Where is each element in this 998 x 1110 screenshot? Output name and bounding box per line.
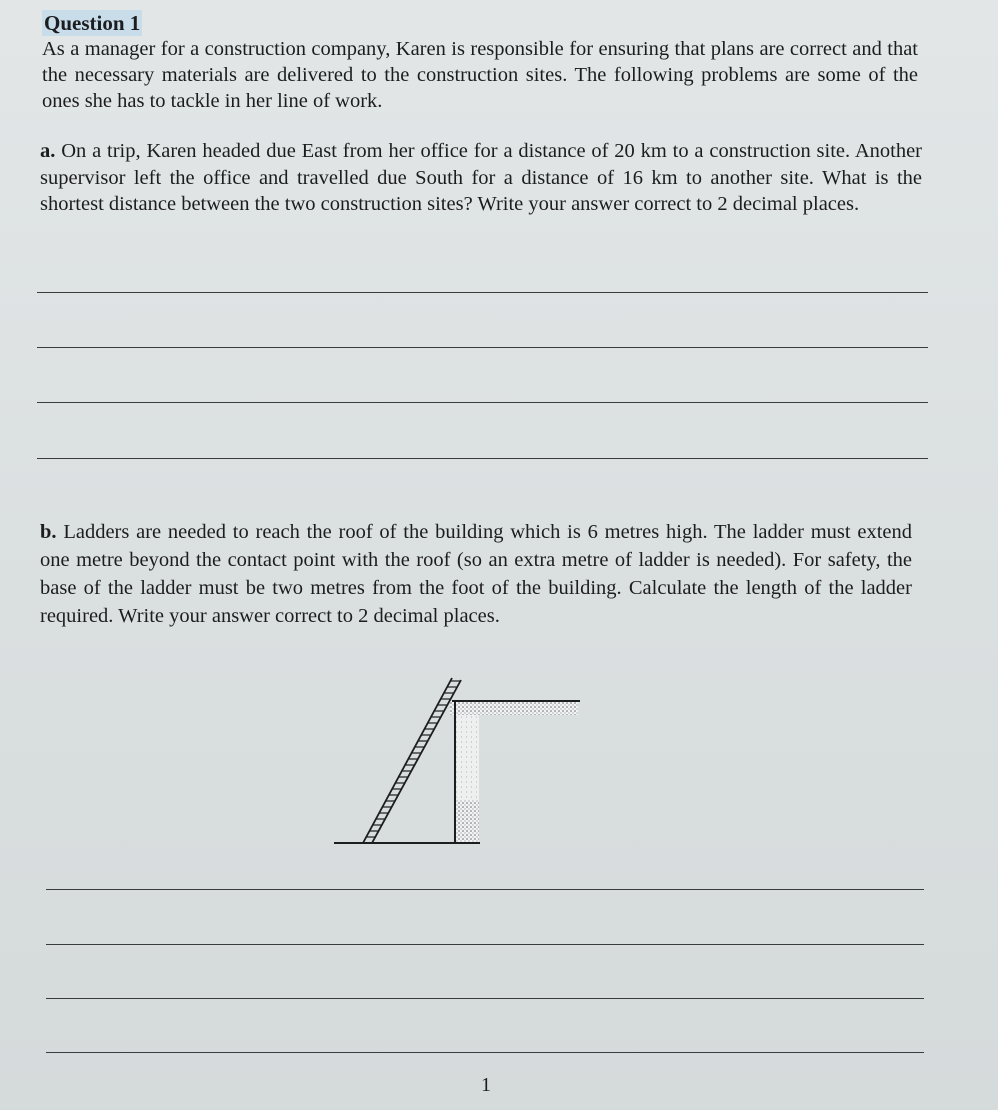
answer-line-b3 xyxy=(46,998,924,999)
answer-line-b2 xyxy=(46,944,924,945)
answer-line-a2 xyxy=(37,347,928,348)
ladder xyxy=(363,678,461,843)
part-b-label: b. xyxy=(40,521,57,543)
answer-line-a1 xyxy=(37,292,928,293)
part-a-text: On a trip, Karen headed due East from her office for a distance of 20 km to a construction site. Another supervisor left the office and travelled due South for a distance of 16 km to another site. What is the shortest distance between the two construction sites? Write your answer correct to 2 decimal places. xyxy=(40,140,922,215)
part-b-question xyxy=(40,518,912,630)
part-b-text: Ladders are needed to reach the roof of the building which is 6 metres high. The ladder must extend one metre beyond the contact point with the roof (so an extra metre of ladder is needed). For safety, the base of the ladder must be two metres from the foot of the building. Calculate the length of the ladder required. Write your answer correct to 2 decimal places. xyxy=(40,521,912,627)
question-title: Question 1 xyxy=(44,11,141,35)
answer-line-a4 xyxy=(37,458,928,459)
building-roof xyxy=(450,701,580,715)
answer-line-b1 xyxy=(46,889,924,890)
answer-line-b4 xyxy=(46,1052,924,1053)
answer-line-a3 xyxy=(37,402,928,403)
ladder-building-diagram xyxy=(330,670,590,855)
question-intro: As a manager for a construction company, Karen is responsible for ensuring that plans are correct and that the necessary materials are delivered to the construction sites. The following problems are some of the ones she has to tackle in her line of work. xyxy=(42,38,918,112)
part-a-label: a. xyxy=(40,140,56,162)
page-number: 1 xyxy=(481,1074,491,1096)
building-wall xyxy=(455,701,479,843)
part-a-question xyxy=(40,138,922,218)
